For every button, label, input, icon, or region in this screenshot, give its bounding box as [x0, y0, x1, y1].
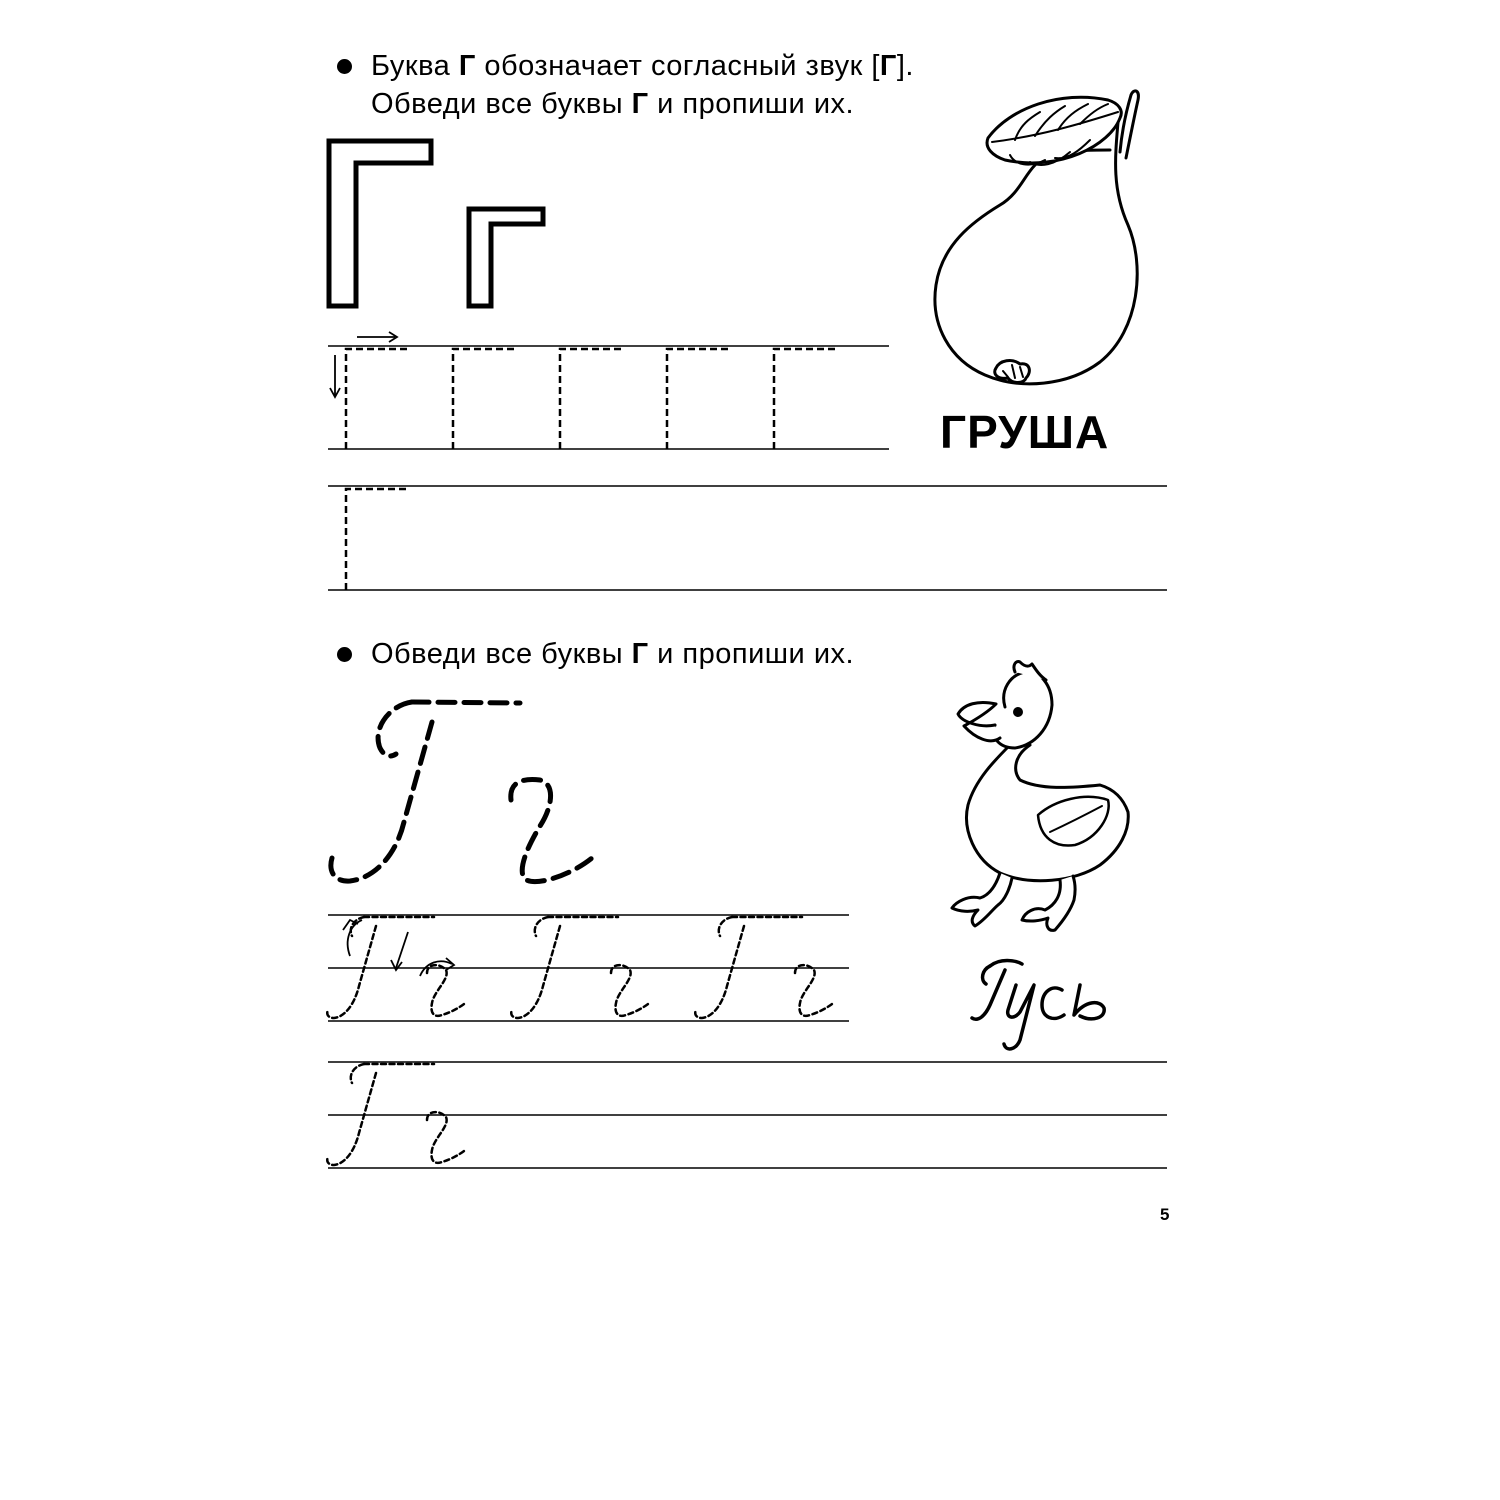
- goose-icon: [952, 662, 1128, 931]
- page-number: 5: [1160, 1205, 1170, 1224]
- print-tracing-row-1: [328, 346, 889, 449]
- instruction-2: Обведи все буквы Г и пропиши их.: [371, 638, 855, 670]
- cursive-large-letters: [331, 702, 592, 882]
- instruction-1-line-1: Буква Г обозначает согласный звук [Г].: [371, 50, 914, 82]
- cursive-tracing-letters: [327, 917, 832, 1165]
- cursive-row-2-lines: [328, 1062, 1167, 1168]
- block-letter-large: [329, 141, 431, 306]
- instruction-1-line-2: Обведи все буквы Г и пропиши их.: [371, 88, 855, 120]
- print-tracing-row-2: [328, 486, 1167, 590]
- cursive-word-goose: [972, 961, 1104, 1049]
- cursive-row-1-lines: [328, 915, 849, 1021]
- block-letter-small: [469, 209, 543, 306]
- picture-word-pear: ГРУША: [940, 406, 1110, 458]
- stroke-direction-arrows: [330, 332, 397, 397]
- pear-icon: [935, 91, 1138, 384]
